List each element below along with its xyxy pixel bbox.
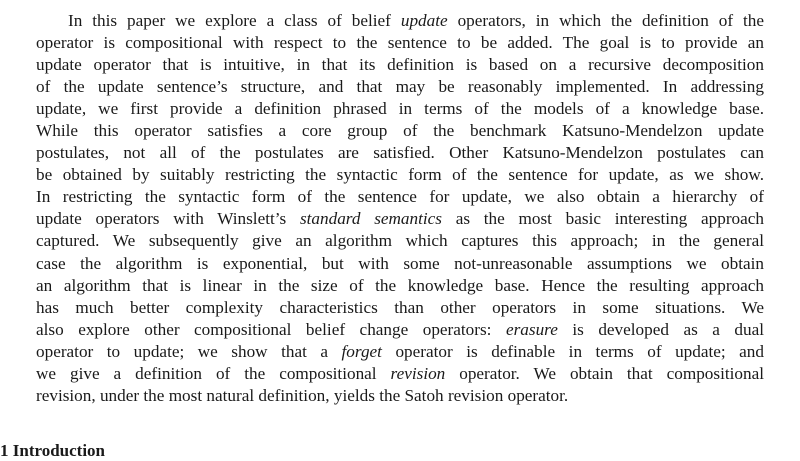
text-segment: we give a definition of the compositional: [36, 363, 391, 383]
text-segment: is developed as a dual: [557, 319, 764, 339]
section-heading-introduction: 1 Introduction: [0, 441, 106, 460]
abstract-line: [36, 297, 764, 319]
text-segment: operator. We obtain that compositional: [445, 363, 764, 383]
emphasized-term: update: [400, 11, 448, 30]
abstract-line: [36, 341, 764, 363]
text-segment: While this operator satisfies a core group of the benchmark Katsuno-Mendelzon update: [36, 121, 764, 141]
text-segment: operator is compositional with respect to the sentence to be added. The goal is to provide an: [36, 33, 764, 53]
abstract-line: [36, 230, 764, 252]
abstract-line: [36, 385, 764, 407]
abstract-line: [36, 32, 764, 54]
abstract-line: [36, 142, 764, 164]
emphasized-term: revision: [390, 363, 446, 383]
abstract-line: [36, 164, 764, 186]
abstract-line: [36, 76, 764, 98]
abstract-paragraph: [36, 10, 764, 407]
text-segment: revision, under the most natural definition, yields the Satoh revision operator.: [36, 385, 569, 405]
emphasized-term: forget: [341, 341, 382, 361]
text-segment: has much better complexity characteristics than other operators in some situations. We: [36, 297, 764, 317]
abstract-line: [36, 275, 764, 297]
text-segment: update, we first provide a definition phrased in terms of the models of a knowledge base.: [36, 99, 764, 119]
text-segment: of the update sentence’s structure, and that may be reasonably implemented. In addressing: [36, 77, 764, 97]
abstract-line: [36, 363, 764, 385]
text-segment: an algorithm that is linear in the size of the knowledge base. Hence the resulting approach: [36, 275, 764, 295]
abstract-line: [36, 10, 764, 32]
text-segment: In this paper we explore a class of belief: [68, 11, 401, 30]
abstract-line: [36, 120, 764, 142]
text-segment: postulates, not all of the postulates are satisfied. Other Katsuno-Mendelzon postulates can: [36, 143, 764, 163]
text-segment: operator to update; we show that a: [36, 341, 342, 361]
abstract-line: [36, 208, 764, 230]
abstract-line: [36, 186, 764, 208]
text-segment: In restricting the syntactic form of the sentence for update, we also obtain a hierarchy of: [36, 187, 764, 207]
text-segment: case the algorithm is exponential, but with some not-unreasonable assumptions we obtain: [36, 253, 764, 273]
text-segment: update operator that is intuitive, in that its definition is based on a recursive decomposition: [36, 55, 764, 75]
text-segment: operators, in which the definition of the: [447, 11, 764, 30]
abstract-line: [36, 98, 764, 120]
text-segment: also explore other compositional belief change operators:: [36, 319, 506, 339]
text-segment: as the most basic interesting approach: [441, 209, 764, 229]
abstract-line: [36, 319, 764, 341]
abstract-line: [36, 54, 764, 76]
abstract-line: [36, 253, 764, 275]
text-segment: update operators with Winslett’s: [36, 209, 300, 229]
text-segment: be obtained by suitably restricting the syntactic form of the sentence for update, as we show.: [36, 165, 764, 185]
text-segment: operator is definable in terms of update; and: [381, 341, 764, 361]
emphasized-term: erasure: [505, 319, 558, 339]
text-segment: captured. We subsequently give an algorithm which captures this approach; in the general: [36, 231, 764, 251]
emphasized-term: standard semantics: [299, 209, 442, 229]
